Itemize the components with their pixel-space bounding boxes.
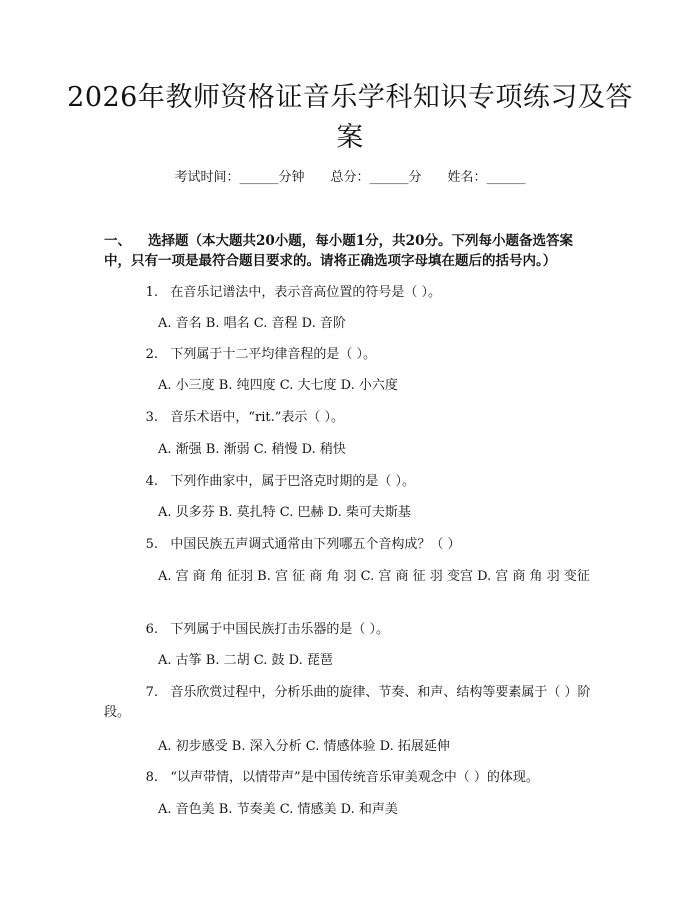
question-item [104,683,599,723]
options-text: A. 贝多芬 B. 莫扎特 C. 巴赫 D. 柴可夫斯基 [158,505,411,520]
options-text: A. 宫 商 角 征羽 B. 宫 征 商 角 羽 C. 宫 商 征 羽 变宫 D. 宫 商 角 羽 变征 [158,569,590,584]
options-text: A. 古筝 B. 二胡 C. 鼓 D. 琵琶 [158,653,333,668]
question-options [104,440,599,460]
question-text: 中国民族五声调式通常由下列哪五个音构成？（ ） [170,537,461,552]
options-text: A. 音色美 B. 节奏美 C. 情感美 D. 和声美 [158,802,398,817]
options-text: A. 音名 B. 唱名 C. 音程 D. 音阶 [158,316,346,331]
question-number: 4. [145,474,158,489]
exam-time-field: 考试时间：______分钟 [174,170,305,185]
section-instructions: 选择题（本大题共20小题，每小题1分，共20分。下列每小题备选答案中，只有一项是最符合题目要求的。请将正确选项字母填在题后的括号内。） [104,233,573,269]
question-item [104,283,599,303]
question-item [104,535,599,555]
options-text: A. 小三度 B. 纯四度 C. 大七度 D. 小六度 [158,378,398,393]
question-item [104,408,599,428]
question-item [104,620,599,640]
question-text: 下列属于十二平均律音程的是（ ）。 [170,347,377,362]
question-number: 3. [145,410,158,425]
question-item [104,345,599,365]
question-number: 2. [145,347,158,362]
question-number: 1. [145,285,158,300]
question-text: 在音乐记谱法中，表示音高位置的符号是（ ）。 [170,285,442,300]
question-options [104,376,599,396]
question-text: 音乐术语中，“rit.”表示（ ）。 [170,410,345,425]
document-title: 2026年教师资格证音乐学科知识专项练习及答案 [67,82,633,153]
section-heading [104,231,599,271]
question-options [104,737,599,757]
question-text: 音乐欣赏过程中，分析乐曲的旋律、节奏、和声、结构等要素属于（ ）阶段。 [104,685,591,720]
question-item [104,768,599,788]
question-number: 8. [145,770,158,785]
section-number: 一、 [104,233,131,249]
question-text: 下列作曲家中，属于巴洛克时期的是（ ）。 [170,474,416,489]
name-field: 姓名：______ [447,170,526,185]
question-options [104,314,599,334]
question-options [104,651,599,671]
question-options [104,567,599,587]
question-item [104,472,599,492]
question-number: 6. [145,622,158,637]
question-options [104,800,599,820]
exam-info-line [0,168,700,188]
options-text: A. 渐强 B. 渐弱 C. 稍慢 D. 稍快 [158,442,346,457]
question-number: 5. [145,537,158,552]
total-score-field: 总分：______分 [330,170,422,185]
question-text: 下列属于中国民族打击乐器的是（ ）。 [170,622,390,637]
question-number: 7. [145,685,158,700]
question-text: “以声带情，以情带声”是中国传统音乐审美观念中（ ）的体现。 [170,770,539,785]
options-text: A. 初步感受 B. 深入分析 C. 情感体验 D. 拓展延伸 [158,739,450,754]
question-options [104,503,599,523]
